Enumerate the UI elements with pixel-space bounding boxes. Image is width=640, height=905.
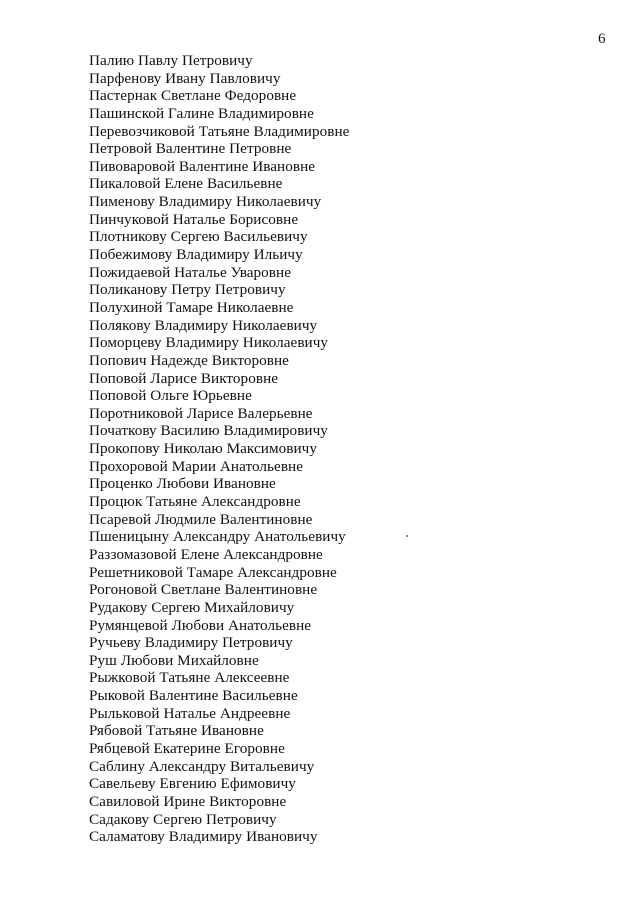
list-item: Раззомазовой Елене Александровне — [89, 545, 323, 563]
list-item: Полякову Владимиру Николаевичу — [89, 316, 318, 334]
list-item: Пивоваровой Валентине Ивановне — [89, 157, 316, 175]
list-item: Руш Любови Михайловне — [89, 651, 259, 669]
list-item: Попович Надежде Викторовне — [89, 351, 289, 369]
page-number: 6 — [598, 31, 606, 47]
list-item: Рябовой Татьяне Ивановне — [89, 722, 264, 740]
list-item: Псаревой Людмиле Валентиновне — [89, 510, 313, 528]
list-item: Рябцевой Екатерине Егоровне — [89, 739, 285, 757]
list-item: Ручьеву Владимиру Петровичу — [89, 634, 293, 652]
name-list — [89, 52, 349, 846]
list-item: Петровой Валентине Петровне — [89, 140, 292, 158]
list-item: Поликанову Петру Петровичу — [89, 281, 286, 299]
list-item: Проценко Любови Ивановне — [89, 475, 276, 493]
list-item: Пожидаевой Наталье Уваровне — [89, 263, 291, 281]
list-item: Прокопову Николаю Максимовичу — [89, 440, 317, 458]
list-item: Парфенову Ивану Павловичу — [89, 69, 281, 87]
list-item: Поповой Ольге Юрьевне — [89, 387, 252, 405]
list-item: Поротниковой Ларисе Валерьевне — [89, 404, 313, 422]
list-item: Побежимову Владимиру Ильичу — [89, 246, 303, 264]
list-item: Садакову Сергею Петровичу — [89, 810, 277, 828]
list-item: Савельеву Евгению Ефимовичу — [89, 775, 296, 793]
list-item: Поморцеву Владимиру Николаевичу — [89, 334, 329, 352]
list-item: Пименову Владимиру Николаевичу — [89, 193, 322, 211]
list-item: Савиловой Ирине Викторовне — [89, 792, 287, 810]
list-item: Полухиной Тамаре Николаевне — [89, 298, 294, 316]
list-item: Пинчуковой Наталье Борисовне — [89, 210, 299, 228]
list-item: Пашинской Галине Владимировне — [89, 104, 314, 122]
list-item: Прохоровой Марии Анатольевне — [89, 457, 304, 475]
scan-speck — [406, 535, 408, 537]
list-item: Саблину Александру Витальевичу — [89, 757, 315, 775]
list-item: Палию Павлу Петровичу — [89, 52, 253, 69]
list-item: Рыжковой Татьяне Алексеевне — [89, 669, 290, 687]
list-item: Румянцевой Любови Анатольевне — [89, 616, 312, 634]
list-item: Початкову Василию Владимировичу — [89, 422, 328, 440]
list-item: Пшеницыну Александру Анатольевичу — [89, 528, 346, 546]
list-item: Процюк Татьяне Александровне — [89, 493, 301, 511]
list-item: Решетниковой Тамаре Александровне — [89, 563, 337, 581]
list-item: Пастернак Светлане Федоровне — [89, 87, 297, 105]
list-item: Рогоновой Светлане Валентиновне — [89, 581, 318, 599]
list-item: Саламатову Владимиру Ивановичу — [89, 828, 318, 846]
list-item: Поповой Ларисе Викторовне — [89, 369, 279, 387]
list-item: Рыковой Валентине Васильевне — [89, 687, 298, 705]
list-item: Рыльковой Наталье Андреевне — [89, 704, 291, 722]
list-item: Пикаловой Елене Васильевне — [89, 175, 283, 193]
list-item: Рудакову Сергею Михайловичу — [89, 598, 295, 616]
list-item: Перевозчиковой Татьяне Владимировне — [89, 122, 350, 140]
list-item: Плотникову Сергею Васильевичу — [89, 228, 308, 246]
